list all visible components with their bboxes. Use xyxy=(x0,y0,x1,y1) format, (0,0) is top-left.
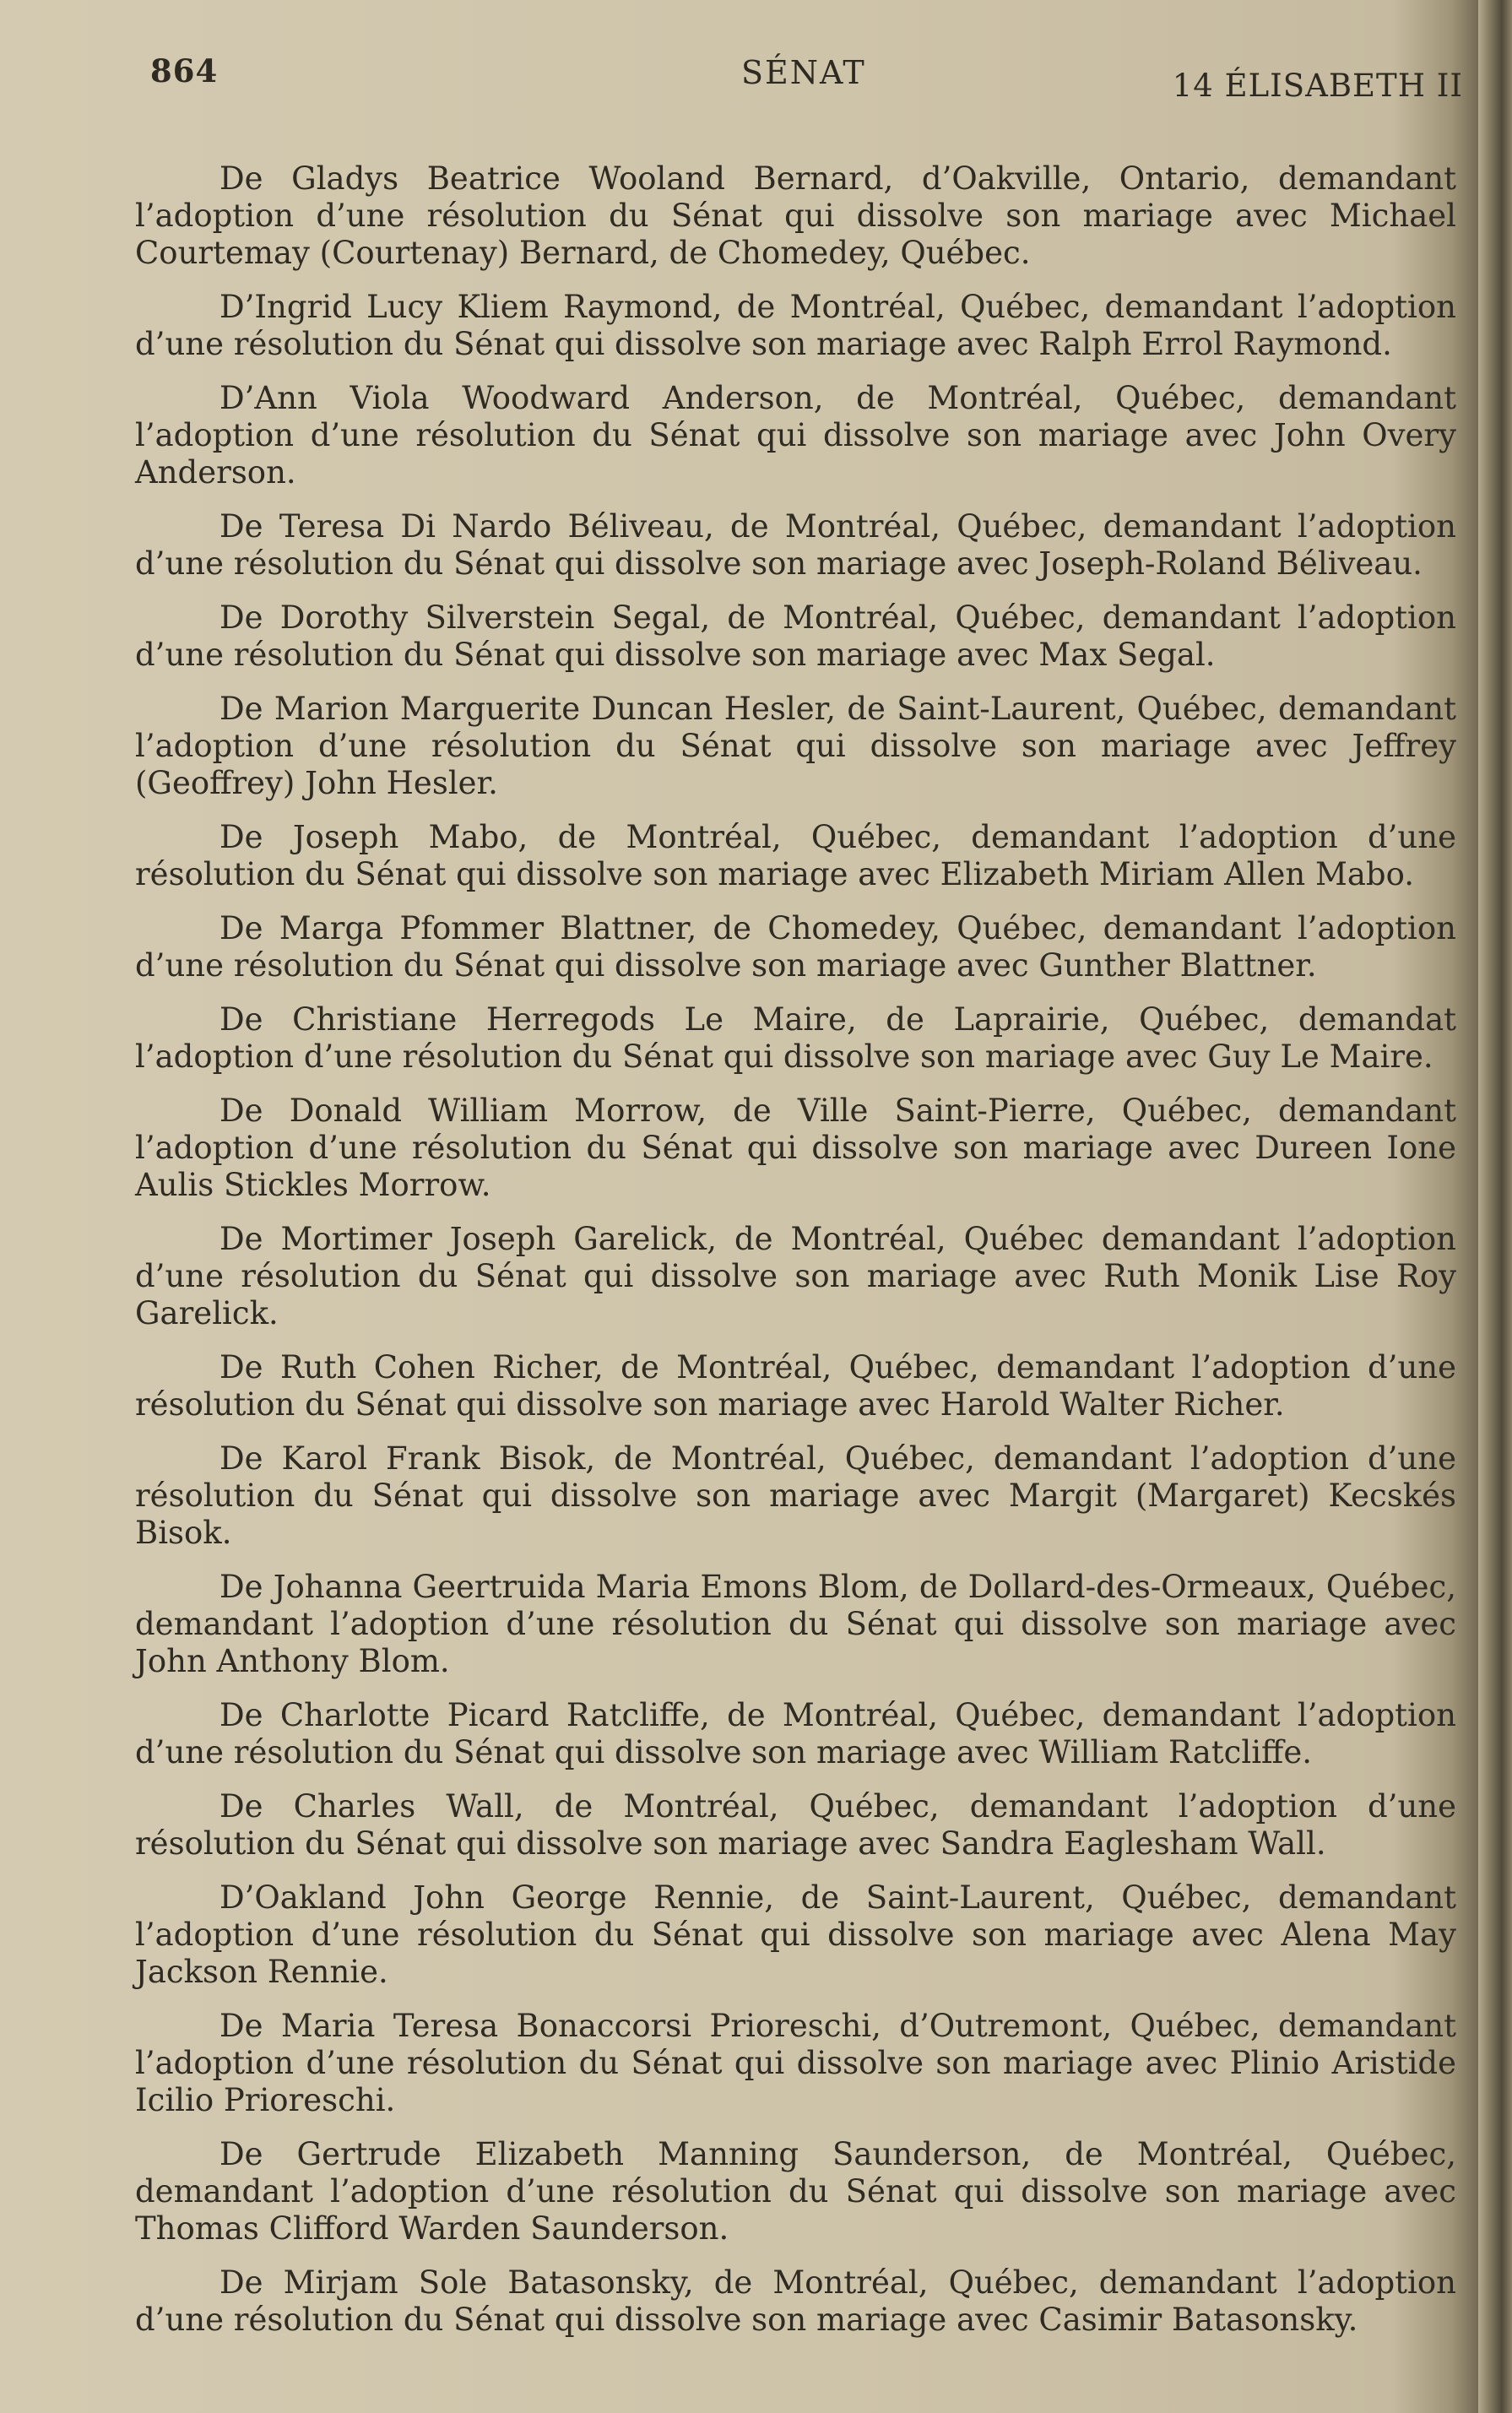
running-title: SÉNAT xyxy=(741,54,866,91)
petition-entry: D’Oakland John George Rennie, de Saint-Laurent, Québec, demandant l’adoption d’une résolution du Sénat qui dissolve son mariage avec Alena May Jackson Rennie. xyxy=(135,1879,1456,1990)
petition-entry: De Dorothy Silverstein Segal, de Montréal, Québec, demandant l’adoption d’une résolution du Sénat qui dissolve son mariage avec Max Segal. xyxy=(135,599,1456,673)
petition-entry: D’Ingrid Lucy Kliem Raymond, de Montréal, Québec, demandant l’adoption d’une résolution du Sénat qui dissolve son mariage avec Ralph Errol Raymond. xyxy=(135,289,1456,362)
petition-entry: De Gladys Beatrice Wooland Bernard, d’Oakville, Ontario, demandant l’adoption d’une résolution du Sénat qui dissolve son mariage avec Michael Courtemay (Courtenay) Bernard, de Chomedey, Québec. xyxy=(135,160,1456,271)
petition-entry: De Karol Frank Bisok, de Montréal, Québec, demandant l’adoption d’une résolution du Sénat qui dissolve son mariage avec Margit (Margaret) Kecskés Bisok. xyxy=(135,1440,1456,1551)
page-header xyxy=(150,52,1463,103)
book-spine-shadow xyxy=(1478,0,1512,2413)
petition-entry: De Mirjam Sole Batasonsky, de Montréal, Québec, demandant l’adoption d’une résolution du Sénat qui dissolve son mariage avec Casimir Batasonsky. xyxy=(135,2264,1456,2338)
petition-entry: De Joseph Mabo, de Montréal, Québec, demandant l’adoption d’une résolution du Sénat qui dissolve son mariage avec Elizabeth Miriam Allen Mabo. xyxy=(135,819,1456,892)
petition-entry: De Marga Pfommer Blattner, de Chomedey, Québec, demandant l’adoption d’une résolution du Sénat qui dissolve son mariage avec Gunther Blattner. xyxy=(135,910,1456,984)
page-number: 864 xyxy=(150,52,219,89)
petition-entry: De Ruth Cohen Richer, de Montréal, Québec, demandant l’adoption d’une résolution du Sénat qui dissolve son mariage avec Harold Walter Richer. xyxy=(135,1349,1456,1423)
petition-entry: De Christiane Herregods Le Maire, de Laprairie, Québec, demandat l’adoption d’une résolution du Sénat qui dissolve son mariage avec Guy Le Maire. xyxy=(135,1001,1456,1075)
petition-entry: D’Ann Viola Woodward Anderson, de Montréal, Québec, demandant l’adoption d’une résolution du Sénat qui dissolve son mariage avec John Overy Anderson. xyxy=(135,380,1456,491)
petition-entry: De Charlotte Picard Ratcliffe, de Montréal, Québec, demandant l’adoption d’une résolution du Sénat qui dissolve son mariage avec William Ratcliffe. xyxy=(135,1697,1456,1770)
petition-entry: De Mortimer Joseph Garelick, de Montréal, Québec demandant l’adoption d’une résolution du Sénat qui dissolve son mariage avec Ruth Monik Lise Roy Garelick. xyxy=(135,1221,1456,1331)
petition-list xyxy=(135,160,1456,2356)
petition-entry: De Gertrude Elizabeth Manning Saunderson, de Montréal, Québec, demandant l’adoption d’une résolution du Sénat qui dissolve son mariage avec Thomas Clifford Warden Saunderson. xyxy=(135,2136,1456,2247)
petition-entry: De Teresa Di Nardo Béliveau, de Montréal, Québec, demandant l’adoption d’une résolution du Sénat qui dissolve son mariage avec Joseph-Roland Béliveau. xyxy=(135,508,1456,582)
petition-entry: De Donald William Morrow, de Ville Saint-Pierre, Québec, demandant l’adoption d’une résolution du Sénat qui dissolve son mariage avec Dureen Ione Aulis Stickles Morrow. xyxy=(135,1093,1456,1203)
petition-entry: De Johanna Geertruida Maria Emons Blom, de Dollard-des-Ormeaux, Québec, demandant l’adoption d’une résolution du Sénat qui dissolve son mariage avec John Anthony Blom. xyxy=(135,1569,1456,1679)
session-title: 14 ÉLISABETH II xyxy=(1172,68,1463,104)
petition-entry: De Maria Teresa Bonaccorsi Prioreschi, d’Outremont, Québec, demandant l’adoption d’une résolution du Sénat qui dissolve son mariage avec Plinio Aristide Icilio Prioreschi. xyxy=(135,2008,1456,2118)
petition-entry: De Marion Marguerite Duncan Hesler, de Saint-Laurent, Québec, demandant l’adoption d’une résolution du Sénat qui dissolve son mariage avec Jeffrey (Geoffrey) John Hesler. xyxy=(135,691,1456,801)
petition-entry: De Charles Wall, de Montréal, Québec, demandant l’adoption d’une résolution du Sénat qui dissolve son mariage avec Sandra Eaglesham Wall. xyxy=(135,1788,1456,1862)
